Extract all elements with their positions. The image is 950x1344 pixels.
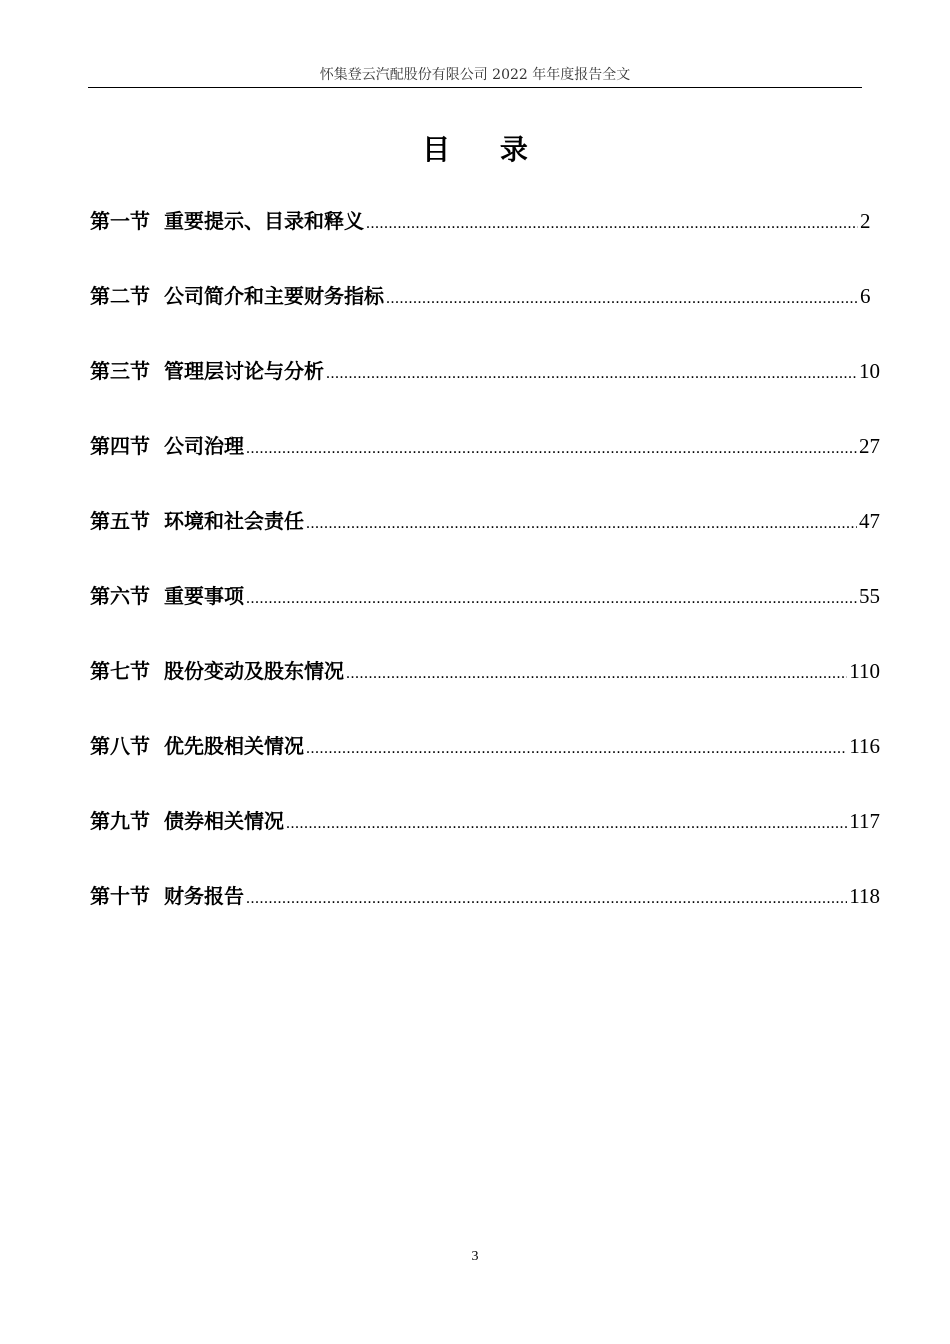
toc-section-heading: 环境和社会责任 — [164, 509, 304, 533]
toc-dot-leader — [326, 357, 857, 391]
toc-page-number: 118 — [849, 884, 880, 908]
toc-entry[interactable] — [90, 879, 880, 954]
toc-section-number: 第六节 — [90, 584, 150, 608]
toc-entry[interactable] — [90, 579, 880, 654]
toc-section-number: 第八节 — [90, 734, 150, 758]
toc-page-number: 27 — [859, 434, 880, 458]
toc-entry[interactable] — [90, 204, 880, 279]
toc-entry[interactable] — [90, 804, 880, 879]
table-of-contents — [90, 204, 880, 954]
toc-page-number: 2 — [860, 209, 871, 233]
page-number: 3 — [471, 1249, 479, 1264]
toc-section-number: 第十节 — [90, 884, 150, 908]
toc-section-number: 第三节 — [90, 359, 150, 383]
toc-dot-leader — [246, 582, 857, 616]
toc-entry[interactable] — [90, 504, 880, 579]
toc-dot-leader — [286, 807, 847, 841]
header-divider — [88, 87, 862, 88]
toc-title: 目 录 — [422, 133, 548, 166]
toc-page-number: 110 — [849, 659, 880, 683]
toc-page-number: 117 — [849, 809, 880, 833]
toc-section-heading: 股份变动及股东情况 — [164, 659, 344, 683]
toc-section-heading: 财务报告 — [164, 884, 244, 908]
toc-section-heading: 债券相关情况 — [164, 809, 284, 833]
toc-section-number: 第七节 — [90, 659, 150, 683]
toc-dot-leader — [246, 432, 857, 466]
toc-section-number: 第九节 — [90, 809, 150, 833]
toc-section-number: 第四节 — [90, 434, 150, 458]
toc-dot-leader — [246, 882, 847, 916]
toc-section-number: 第五节 — [90, 509, 150, 533]
toc-section-heading: 公司治理 — [164, 434, 244, 458]
toc-section-heading: 重要提示、目录和释义 — [164, 209, 364, 233]
toc-page-number: 116 — [849, 734, 880, 758]
toc-section-number: 第一节 — [90, 209, 150, 233]
toc-section-number: 第二节 — [90, 284, 150, 308]
toc-dot-leader — [386, 282, 858, 316]
toc-page-number: 10 — [859, 359, 880, 383]
toc-entry[interactable] — [90, 429, 880, 504]
toc-entry[interactable] — [90, 654, 880, 729]
toc-dot-leader — [306, 732, 847, 766]
toc-section-heading: 管理层讨论与分析 — [164, 359, 324, 383]
toc-dot-leader — [306, 507, 857, 541]
toc-page-number: 47 — [859, 509, 880, 533]
toc-entry[interactable] — [90, 279, 880, 354]
toc-section-heading: 重要事项 — [164, 584, 244, 608]
toc-page-number: 55 — [859, 584, 880, 608]
toc-entry[interactable] — [90, 729, 880, 804]
toc-section-heading: 公司简介和主要财务指标 — [164, 284, 384, 308]
running-header: 怀集登云汽配股份有限公司 2022 年年度报告全文 — [319, 67, 631, 83]
toc-dot-leader — [346, 657, 847, 691]
toc-entry[interactable] — [90, 354, 880, 429]
toc-section-heading: 优先股相关情况 — [164, 734, 304, 758]
toc-dot-leader — [366, 207, 858, 241]
toc-page-number: 6 — [860, 284, 871, 308]
